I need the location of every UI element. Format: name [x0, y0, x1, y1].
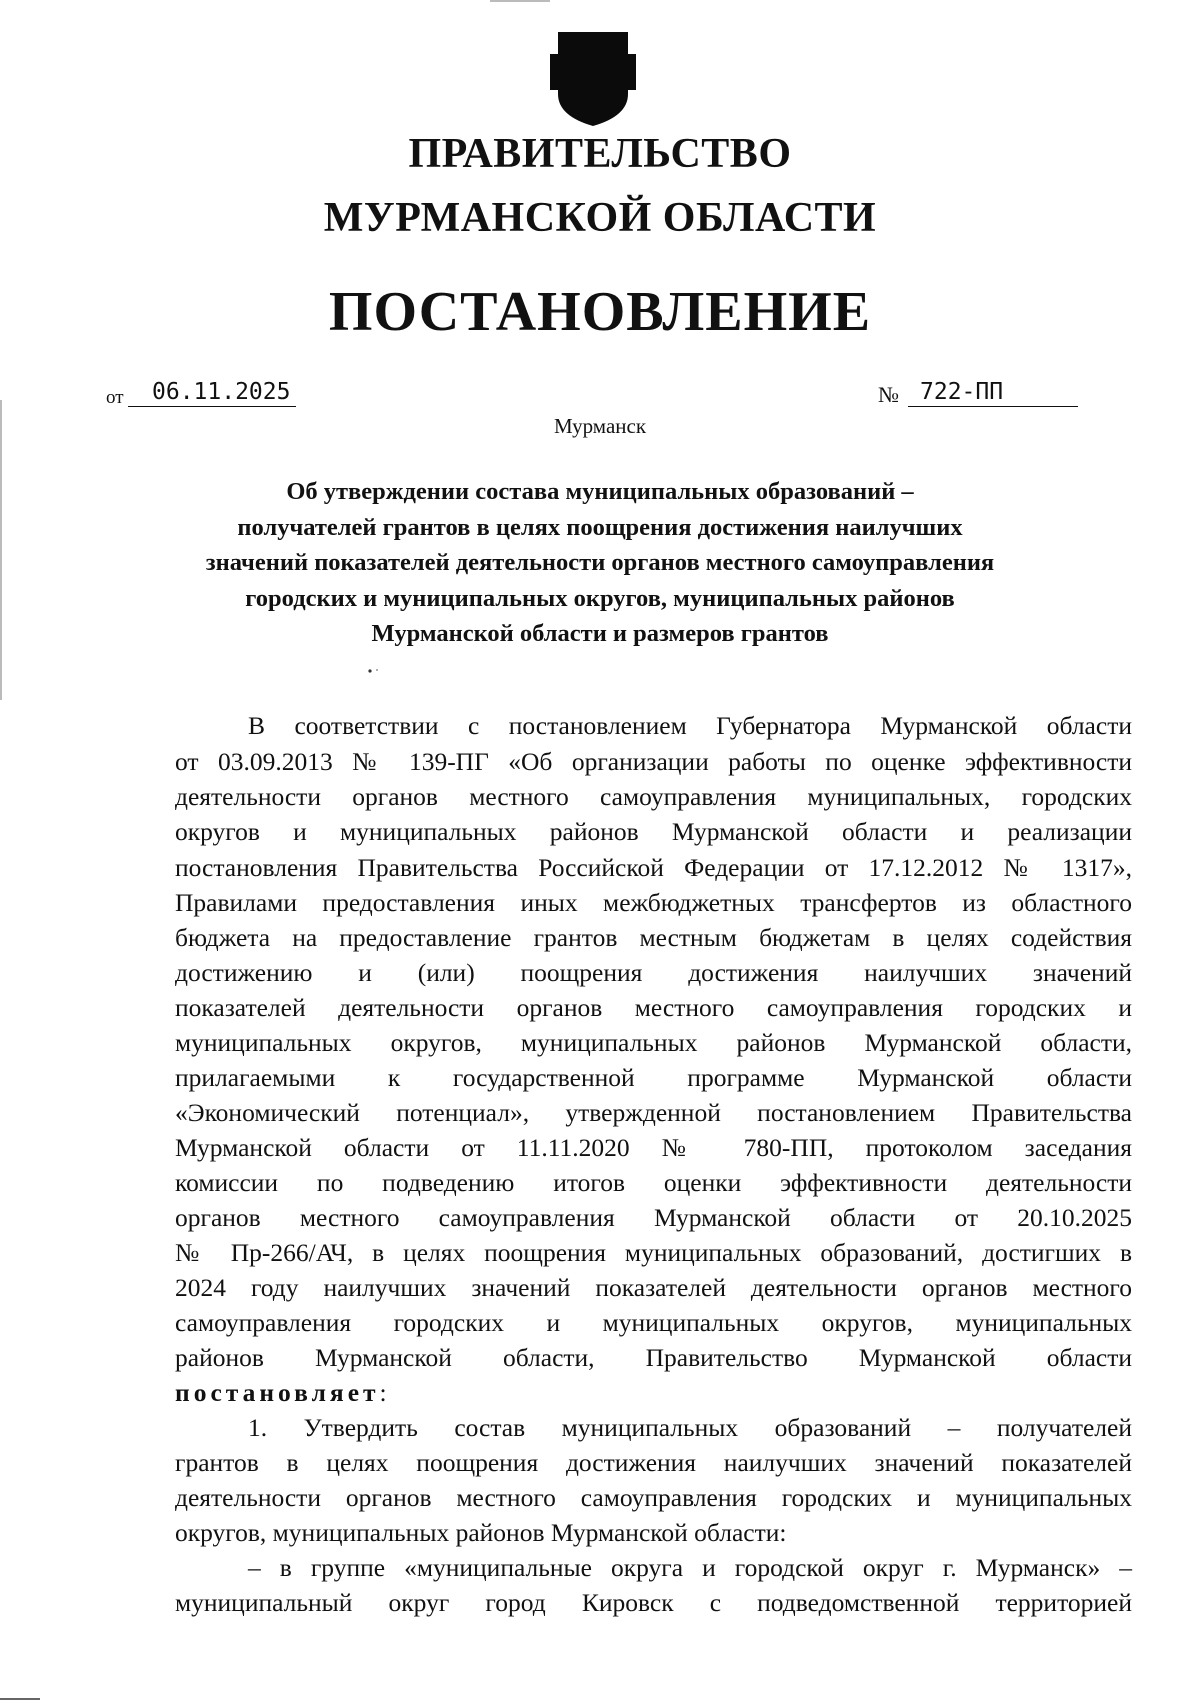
- body-line: органов местного самоуправления Мурманской области от 20.10.2025: [175, 1203, 1132, 1232]
- body-line: районов Мурманской области, Правительство Мурманской области: [175, 1343, 1132, 1372]
- date-prefix: от: [106, 387, 124, 408]
- body-line: округов и муниципальных районов Мурманской области и реализации: [175, 817, 1132, 846]
- number-prefix: №: [878, 382, 899, 407]
- body-line: № Пр-266/АЧ, в целях поощрения муниципальных образований, достигших в: [175, 1238, 1132, 1267]
- title-line: значений показателей деятельности органов местного самоуправления: [205, 549, 995, 576]
- scan-edge-left: [0, 400, 2, 700]
- title-line: Об утверждении состава муниципальных образований –: [286, 478, 914, 505]
- body-line: «Экономический потенциал», утвержденной постановлением Правительства: [175, 1098, 1132, 1127]
- document-date: 06.11.2025: [128, 378, 296, 407]
- scan-edge-top: [490, 0, 550, 2]
- document-number: 722-ПП: [908, 378, 1078, 407]
- item-line: грантов в целях поощрения достижения наилучших значений показателей: [175, 1448, 1132, 1477]
- org-name-line-2: МУРМАНСКОЙ ОБЛАСТИ: [323, 195, 877, 241]
- item-line: 1. Утвердить состав муниципальных образований – получателей: [248, 1413, 1132, 1442]
- resolves-line: [175, 1377, 1132, 1409]
- body-line: комиссии по подведению итогов оценки эффективности деятельности: [175, 1168, 1132, 1197]
- bullet-line: – в группе «муниципальные округа и городской округ г. Мурманск» –: [248, 1553, 1132, 1582]
- title-line: получателей грантов в целях поощрения достижения наилучших: [237, 514, 963, 541]
- city-name: Мурманск: [553, 414, 647, 438]
- body-line: самоуправления городских и муниципальных округов, муниципальных: [175, 1308, 1132, 1337]
- body-line: муниципальных округов, муниципальных районов Мурманской области,: [175, 1028, 1132, 1057]
- body-line: достижению и (или) поощрения достижения наилучших значений: [175, 958, 1132, 987]
- body-line: от 03.09.2013 № 139-ПГ «Об организации работы по оценке эффективности: [175, 747, 1132, 776]
- body-line: прилагаемыми к государственной программе Мурманской области: [175, 1063, 1132, 1092]
- org-name-line-1: ПРАВИТЕЛЬСТВО: [408, 131, 792, 177]
- body-line: В соответствии с постановлением Губернатора Мурманской области: [248, 711, 1132, 740]
- body-line: 2024 году наилучших значений показателей деятельности органов местного: [175, 1273, 1132, 1302]
- scan-speck: [368, 668, 380, 674]
- item-line: деятельности органов местного самоуправления городских и муниципальных: [175, 1483, 1132, 1512]
- resolves-colon: :: [379, 1378, 387, 1407]
- body-line: Мурманской области от 11.11.2020 № 780-ПП, протоколом заседания: [175, 1133, 1132, 1162]
- body-line: бюджета на предоставление грантов местным бюджетам в целях содействия: [175, 923, 1132, 952]
- title-line: Мурманской области и размеров грантов: [371, 620, 829, 647]
- coat-of-arms-icon: [550, 32, 636, 126]
- body-line: показателей деятельности органов местного самоуправления городских и: [175, 993, 1132, 1022]
- body-line: деятельности органов местного самоуправления муниципальных, городских: [175, 782, 1132, 811]
- title-line: городских и муниципальных округов, муниципальных районов: [245, 585, 955, 612]
- scan-edge-bottom: [0, 1698, 40, 1700]
- body-line: постановления Правительства Российской Федерации от 17.12.2012 № 1317»,: [175, 853, 1132, 882]
- document-type: ПОСТАНОВЛЕНИЕ: [328, 281, 872, 343]
- resolves-word: постановляет: [175, 1378, 380, 1407]
- body-line: Правилами предоставления иных межбюджетных трансфертов из областного: [175, 888, 1132, 917]
- item-line: округов, муниципальных районов Мурманской области:: [175, 1518, 787, 1547]
- bullet-line: муниципальный округ город Кировск с подведомственной территорией: [175, 1588, 1132, 1617]
